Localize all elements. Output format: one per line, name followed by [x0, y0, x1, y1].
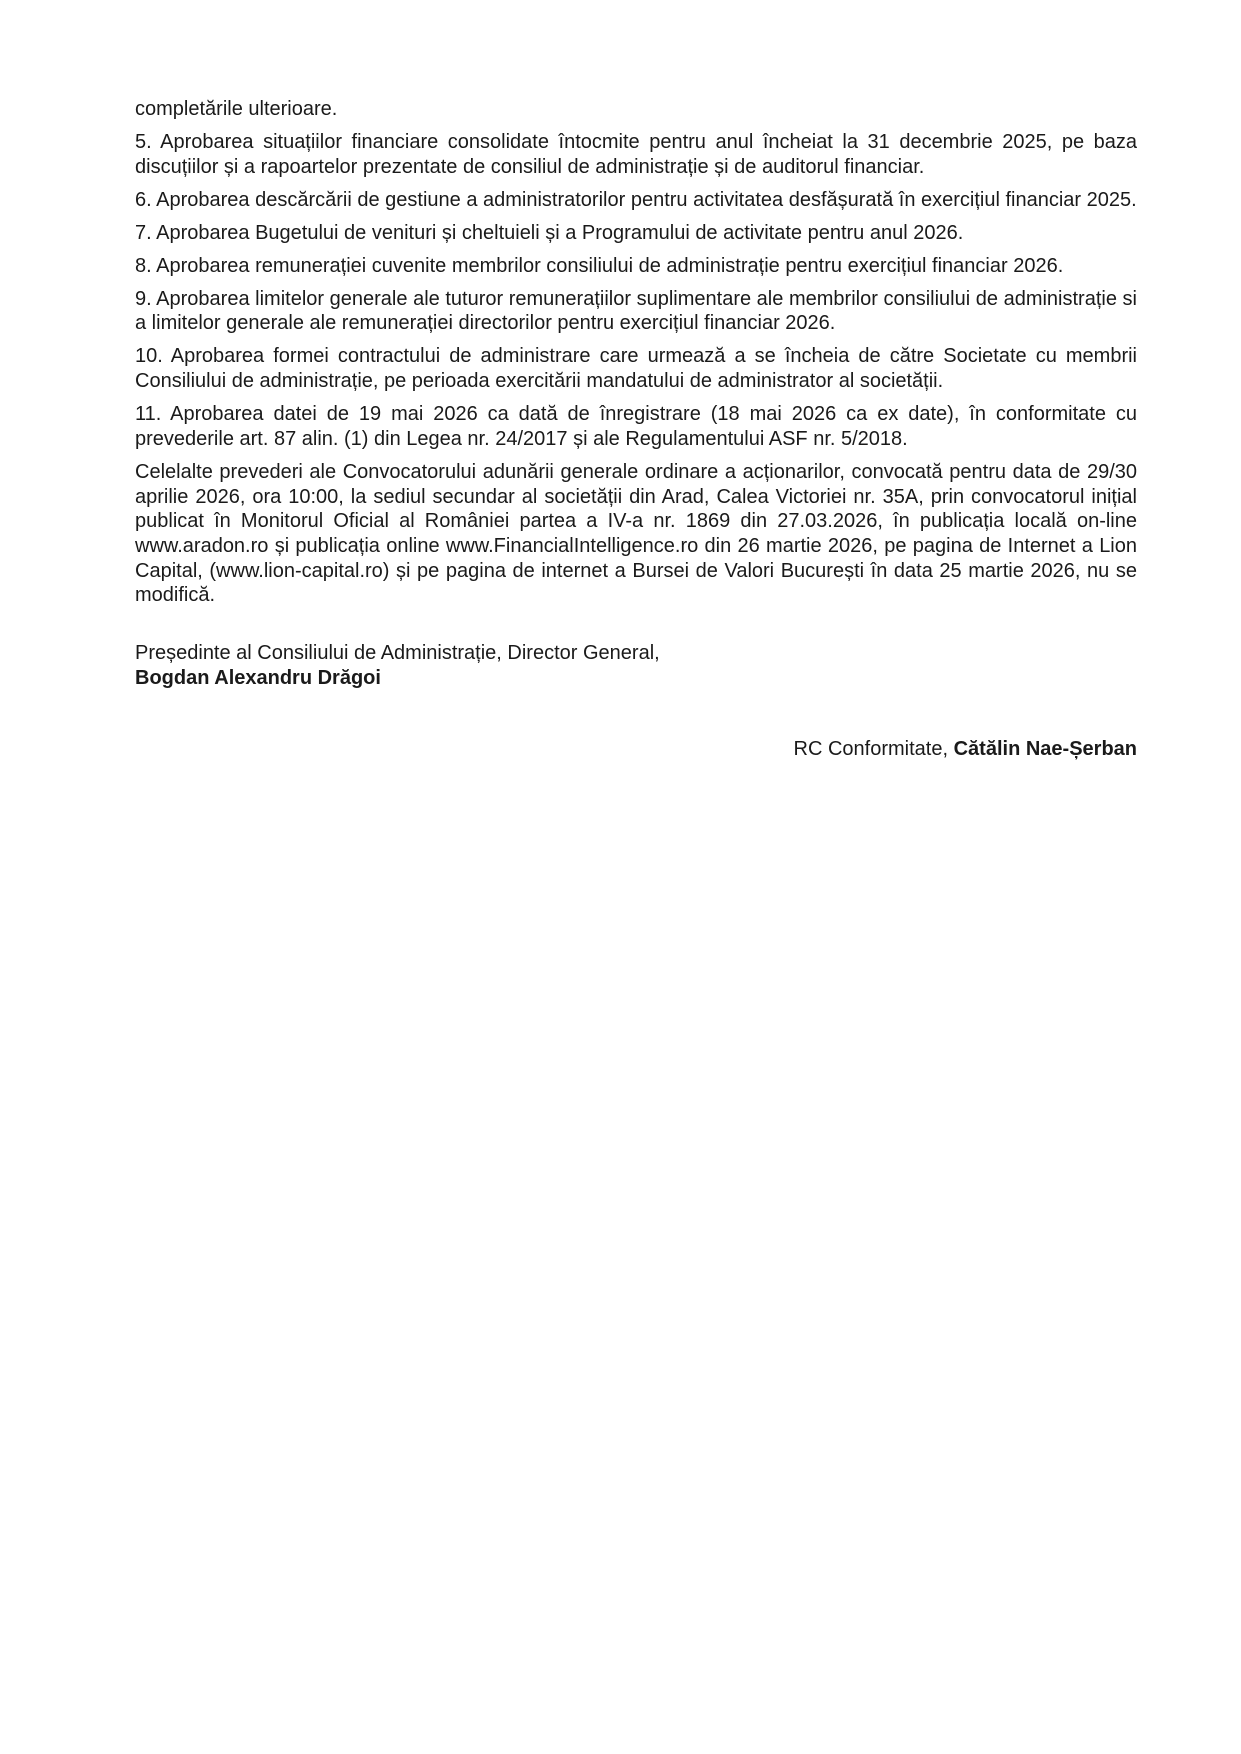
paragraph-continuation: completările ulterioare.	[135, 98, 338, 120]
agenda-item-10: 10. Aprobarea formei contractului de administrare care urmează a se încheia de către Societate cu membrii Consiliului de administrație, pe perioada exercitării mandatului de administrator al societății.	[135, 345, 1137, 393]
compliance-prefix: RC Conformitate,	[793, 738, 954, 761]
signature-name: Bogdan Alexandru Drăgoi	[135, 666, 381, 689]
agenda-item-11: 11. Aprobarea datei de 19 mai 2026 ca dată de înregistrare (18 mai 2026 ca ex date), în conformitate cu prevederile art. 87 alin. (1) din Legea nr. 24/2017 și ale Regulamentului ASF nr. 5/2018.	[135, 403, 1137, 450]
agenda-item-8: 8. Aprobarea remunerației cuvenite membrilor consiliului de administrație pentru exercițiul financiar 2026.	[135, 254, 1064, 277]
agenda-item-7: 7. Aprobarea Bugetului de venituri și cheltuieli și a Programului de activitate pentru anul 2026.	[135, 221, 964, 244]
compliance-line	[135, 737, 1137, 762]
agenda-item-9: 9. Aprobarea limitelor generale ale tuturor remunerațiilor suplimentare ale membrilor consiliului de administrație si a limitelor generale ale remunerației directorilor pentru exercițiul financiar 2026.	[135, 287, 1137, 335]
agenda-item-5: 5. Aprobarea situațiilor financiare consolidate întocmite pentru anul încheiat la 31 decembrie 2025, pe baza discuțiilor și a rapoartelor prezentate de consiliul de administrație și de auditorul financiar.	[135, 131, 1137, 178]
agenda-item-6: 6. Aprobarea descărcării de gestiune a administratorilor pentru activitatea desfășurată în exercițiul financiar 2025.	[135, 188, 1137, 211]
compliance-officer-name: Cătălin Nae-Șerban	[953, 738, 1137, 761]
signature-role-line: Președinte al Consiliului de Administrație, Director General,	[135, 642, 660, 665]
closing-paragraph: Celelalte prevederi ale Convocatorului adunării generale ordinare a acționarilor, convocată pentru data de 29/30 aprilie 2026, ora 10:00, la sediul secundar al societății din Arad, Calea Victoriei nr. 35A, prin convocatorul inițial publicat în Monitorul Oficial al României partea a IV-a nr. 1869 din 27.03.2026, în publicația locală on-line www.aradon.ro și publicația online www.FinancialIntelligence.ro din 26 martie 2026, pe pagina de Internet a Lion Capital, (www.lion-capital.ro) și pe pagina de internet a Bursei de Valori București în data 25 martie 2026, nu se modifică.	[135, 460, 1137, 607]
